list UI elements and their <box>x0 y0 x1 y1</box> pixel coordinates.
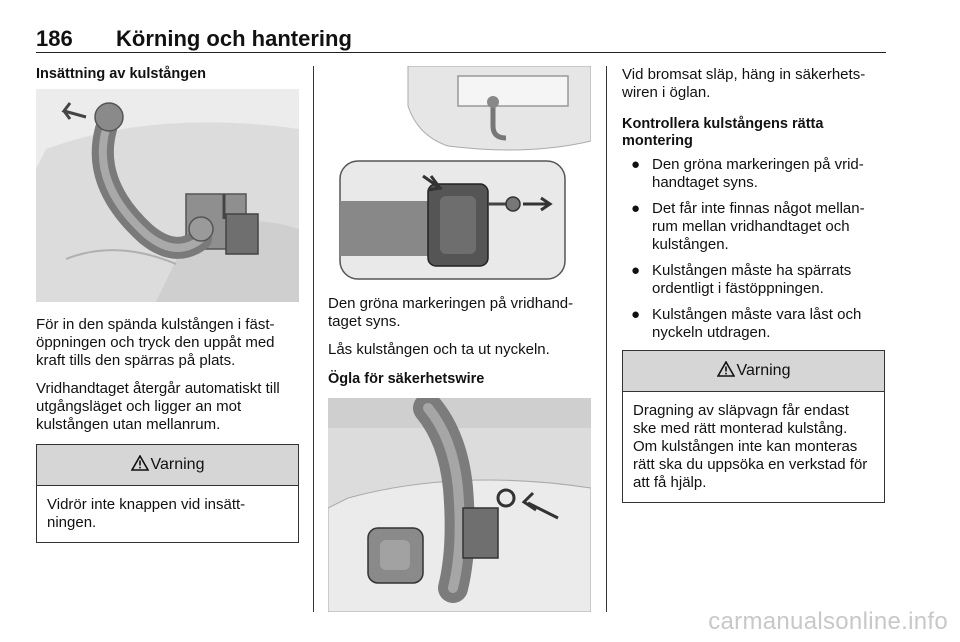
bullet-icon: ● <box>631 200 641 217</box>
warning-box <box>36 444 299 543</box>
page-header <box>36 26 886 53</box>
section-heading: Ögla för säkerhetswire <box>328 371 485 387</box>
list-item: ● Det får inte finnas något mellan-rum mellan vridhandtaget och kulstången. <box>631 200 865 253</box>
column-divider <box>606 66 607 612</box>
warning-title: Varning <box>736 362 791 379</box>
warning-box <box>622 350 885 503</box>
paragraph: För in den spända kulstången i fäst-öppningen och tryck den uppåt med kraft tills den spärras på plats. <box>36 316 275 369</box>
paragraph: Den gröna markeringen på vridhand-taget syns. <box>328 295 574 330</box>
illustration-safety-wire-eyelet <box>328 398 591 612</box>
chapter-title: Körning och hantering <box>116 26 352 51</box>
paragraph: Vridhandtaget återgår automatiskt till utgångsläget och ligger an mot kulstången utan mellanrum. <box>36 380 280 433</box>
watermark: carmanualsonline.info <box>708 608 948 635</box>
warning-triangle-icon <box>131 455 149 476</box>
illustration-insert-towbar <box>36 89 299 302</box>
list-item: ● Kulstången måste vara låst och nyckeln utdragen. <box>631 306 862 341</box>
warning-header <box>623 351 884 392</box>
section-heading: Insättning av kulstången <box>36 66 206 82</box>
column-1 <box>36 66 299 543</box>
column-divider <box>313 66 314 612</box>
bullet-icon: ● <box>631 306 641 323</box>
illustration-locking-handle <box>328 66 591 281</box>
list-item: ● Den gröna markeringen på vrid-handtaget syns. <box>631 156 864 191</box>
column-2 <box>328 66 591 612</box>
column-3 <box>622 66 885 503</box>
paragraph: Vid bromsat släp, häng in säkerhets-wiren i öglan. <box>622 66 866 101</box>
warning-title: Varning <box>150 456 205 473</box>
paragraph: Lås kulstången och ta ut nyckeln. <box>328 341 550 358</box>
checklist <box>622 156 885 342</box>
warning-text: Dragning av släpvagn får endast ske med rätt monterad kulstång. Om kulstången inte kan monteras rätt ska du uppsöka en verkstad för att få hjälp. <box>633 402 868 491</box>
warning-header <box>37 445 298 486</box>
section-heading: Kontrollera kulstångens rätta montering <box>622 116 824 149</box>
list-item: ● Kulstången måste ha spärrats ordentligt i fästöppningen. <box>631 262 852 297</box>
warning-triangle-icon <box>717 361 735 382</box>
page-number: 186 <box>36 26 73 51</box>
bullet-icon: ● <box>631 262 641 279</box>
warning-text: Vidrör inte knappen vid insätt-ningen. <box>47 496 246 531</box>
bullet-icon: ● <box>631 156 641 173</box>
